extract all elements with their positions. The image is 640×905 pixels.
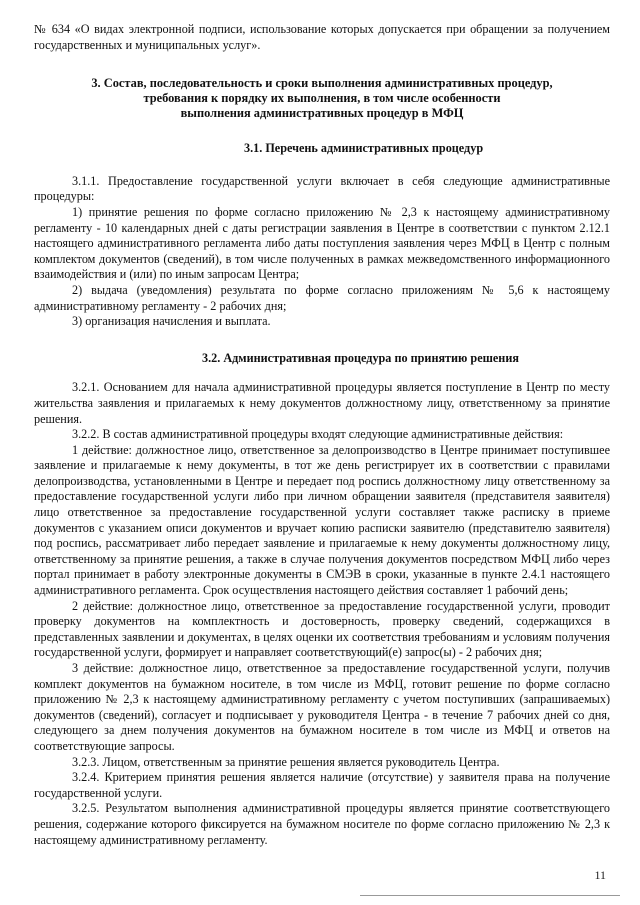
intro-paragraph: № 634 «О видах электронной подписи, использование которых допускается при обращении за получением государственных и муниципальных услуг». xyxy=(34,22,610,52)
paragraph-3-1-1: 3.1.1. Предоставление государственной услуги включает в себя следующие административные процедуры: xyxy=(34,173,610,204)
section-3-heading xyxy=(34,76,610,121)
paragraph-3-2-4: 3.2.4. Критерием принятия решения является наличие (отсутствие) у заявителя права на получение государственной услуги. xyxy=(34,770,610,800)
subsection-3-1-title: 3.1. Перечень административных процедур xyxy=(244,141,484,156)
section-3-heading-line-3: выполнения административных процедур в МФЦ xyxy=(180,106,464,121)
page-number: 11 xyxy=(594,868,606,882)
action-2-paragraph: 2 действие: должностное лицо, ответственное за предоставление государственной услуги, проводит проверку документов на комплектность и достоверность, проверку сведений, содержащихся в представленных заявлении и документах, в целях оценки их соответствия требованиям и условиям получения государственной услуги, формирует и направляет соответствующий(е) запрос(ы) - 2 рабочих дня; xyxy=(34,598,610,660)
list-item-1: 1) принятие решения по форме согласно приложению № 2,3 к настоящему административному регламенту - 10 календарных дней с даты регистрации заявления в Центре в соответствии с пунктом 2.12.1 настоящего административного регламента либо даты поступления заявления через МФЦ в Центр с полным комплектом документов (сведений), в том числе полученных в рамках межведомственного информационного взаимодействия и (или) по иным запросам Центра; xyxy=(34,204,610,282)
document-page xyxy=(34,22,610,848)
paragraph-3-2-1: 3.2.1. Основанием для начала административной процедуры является поступление в Центр по месту жительства заявления и прилагаемых к нему документов должностному лицу, ответственному за принятие решения. xyxy=(34,380,610,426)
action-1-paragraph: 1 действие: должностное лицо, ответственное за делопроизводство в Центре принимает поступившее заявление и прилагаемые к нему документы, в тот же день регистрирует их в соответствии с правилами делопроизводства, установленными в Центре и передает под роспись должностному лицу ответственному за предоставление государственной услуги либо при личном обращении заявителя (представителя заявителя) лицо ответственное за предоставление государственной услуги составляет также расписку в приеме документов с указанием описи документов и вручает копию расписки заявителю (представителю заявителя) под роспись, рассматривает либо передает заявление и прилагаемые к нему документы должностному лицу, ответственному за принятие решения, а также в случае получения документов посредством МФЦ либо через портал принимает в работу электронные документы в СМЭВ в сроки, указанные в пункте 2.4.1 настоящего административного регламента. Срок осуществления настоящего действия составляет 1 рабочий день; xyxy=(34,442,610,598)
paragraph-3-2-2: 3.2.2. В состав административной процедуры входят следующие административные действия: xyxy=(72,427,564,442)
list-item-3: 3) организация начисления и выплата. xyxy=(72,314,271,329)
scan-edge-line xyxy=(360,895,620,896)
section-3-heading-line-1: 3. Состав, последовательность и сроки выполнения административных процедур, xyxy=(91,76,553,91)
subsection-3-2-title: 3.2. Административная процедура по принятию решения xyxy=(202,350,519,365)
action-3-paragraph: 3 действие: должностное лицо, ответственное за предоставление государственной услуги, получив комплект документов на бумажном носителе, в том числе из МФЦ, готовит решение по форме согласно приложению № 2,3 к настоящему административному регламенту с учетом поступивших (запрашиваемых) документов (сведений), согласует и подписывает у руководителя Центра - в течение 7 рабочих дней со дня, следующего за днем получения документов на бумажном носителе в том числе из МФЦ и ответов на соответствующие запросы. xyxy=(34,661,610,753)
list-item-2: 2) выдача (уведомления) результата по форме согласно приложениям № 5,6 к настоящему административному регламенту - 2 рабочих дня; xyxy=(34,282,610,313)
paragraph-3-2-3: 3.2.3. Лицом, ответственным за принятие решения является руководитель Центра. xyxy=(72,754,500,769)
section-3-heading-line-2: требования к порядку их выполнения, в том числе особенности xyxy=(143,91,501,106)
paragraph-3-2-5: 3.2.5. Результатом выполнения административной процедуры является принятие соответствующего решения, содержание которого фиксируется на бумажном носителе по форме согласно приложению № 2,3 к настоящему административному регламенту. xyxy=(34,801,610,847)
